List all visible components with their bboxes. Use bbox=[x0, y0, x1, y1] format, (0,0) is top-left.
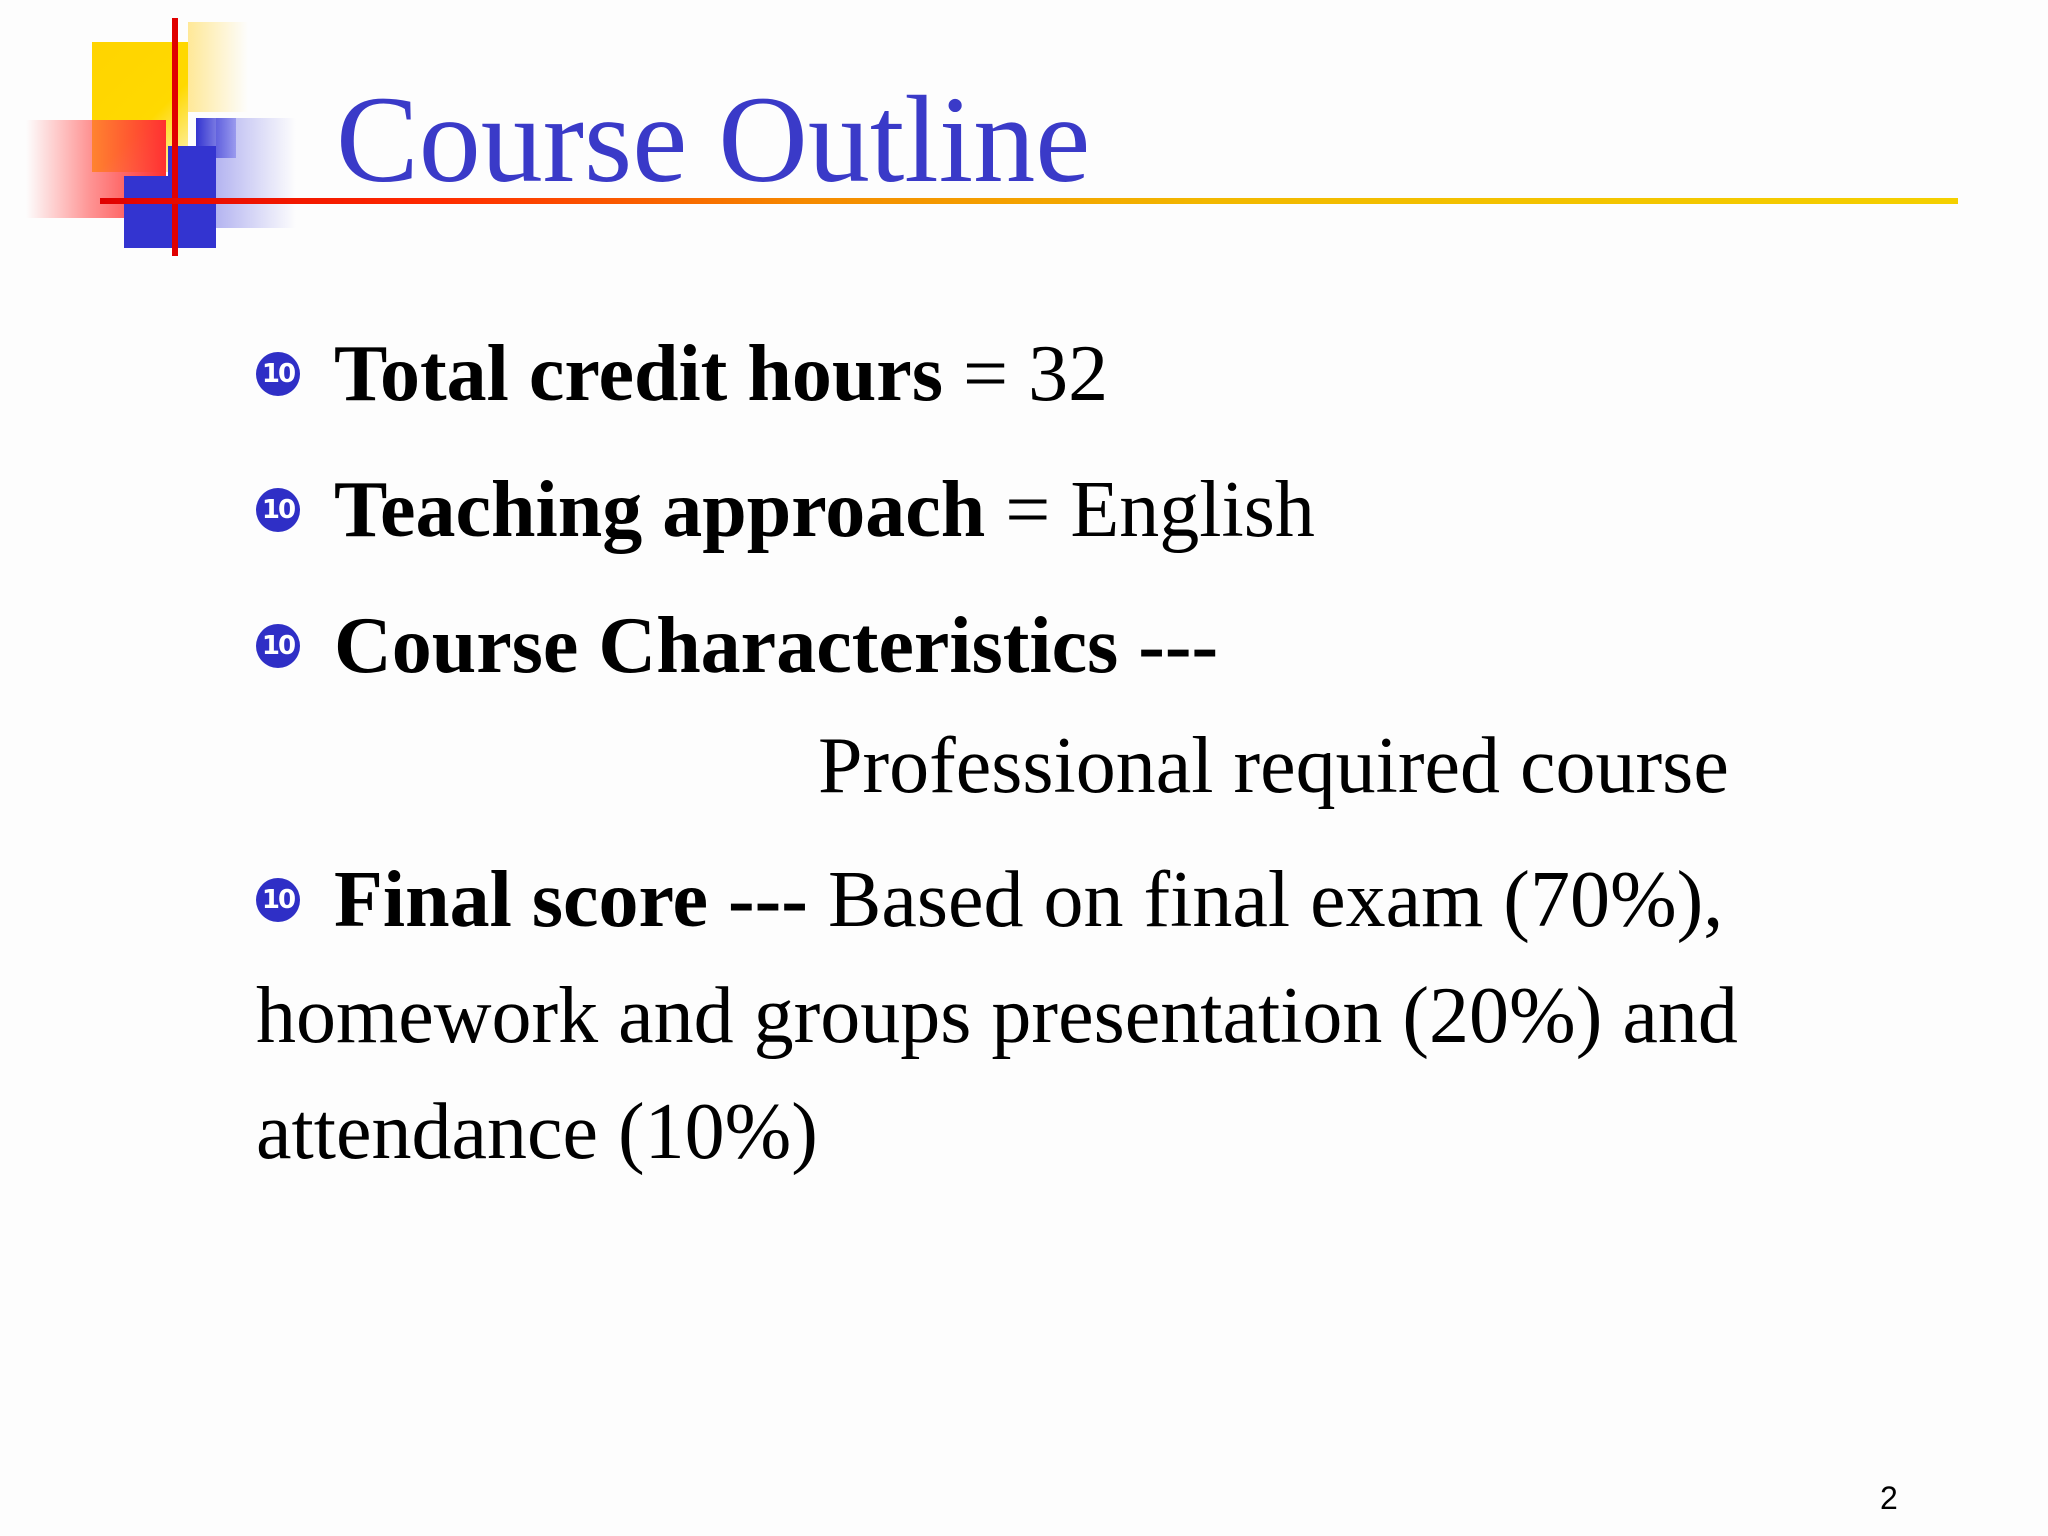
list-item-credit-hours bbox=[256, 330, 1109, 418]
item-value: 32 bbox=[1028, 330, 1109, 418]
numbered-circle-bullet-icon: 10 bbox=[256, 624, 300, 668]
slide-title: Course Outline bbox=[336, 71, 1091, 208]
item-separator: = bbox=[985, 466, 1071, 554]
item-label: Total credit hours bbox=[334, 330, 943, 418]
item-value: English bbox=[1070, 466, 1315, 554]
numbered-circle-bullet-icon: 10 bbox=[256, 488, 300, 532]
numbered-circle-bullet-icon: 10 bbox=[256, 352, 300, 396]
item-label: Teaching approach bbox=[334, 466, 986, 554]
numbered-circle-bullet-icon: 10 bbox=[256, 878, 300, 922]
item-continuation: Professional required course bbox=[818, 722, 1729, 810]
item-label: Final score --- bbox=[334, 856, 808, 944]
item-continuation-line: attendance (10%) bbox=[256, 1088, 818, 1176]
list-item-final-score bbox=[256, 856, 1724, 944]
page-number: 2 bbox=[1880, 1480, 1898, 1516]
decorative-logo-graphic bbox=[0, 0, 300, 270]
list-item-teaching-approach bbox=[256, 466, 1315, 554]
item-label: Course Characteristics --- bbox=[334, 602, 1219, 690]
item-separator: = bbox=[942, 330, 1029, 418]
item-continuation-line: homework and groups presentation (20%) and bbox=[256, 972, 1738, 1060]
item-value: Based on final exam (70%), bbox=[807, 856, 1724, 944]
list-item-course-characteristics bbox=[256, 602, 1219, 690]
